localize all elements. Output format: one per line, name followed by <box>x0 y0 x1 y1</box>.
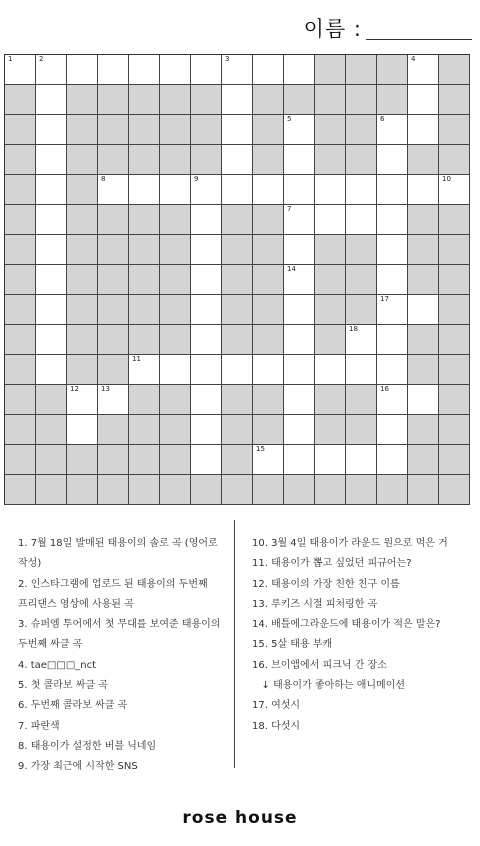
clue-line: 18. 다섯시 <box>252 720 301 732</box>
blocked-cell <box>253 295 284 325</box>
clue-line: 17. 여섯시 <box>252 700 301 712</box>
blocked-cell <box>160 205 191 235</box>
brand-logo: rose house <box>182 808 298 828</box>
crossword-cell[interactable] <box>284 235 315 265</box>
blocked-cell <box>439 55 470 85</box>
crossword-cell[interactable] <box>284 205 315 235</box>
blocked-cell <box>5 235 36 265</box>
crossword-cell[interactable] <box>284 445 315 475</box>
crossword-cell[interactable] <box>284 265 315 295</box>
blocked-cell <box>439 145 470 175</box>
blocked-cell <box>439 445 470 475</box>
blocked-cell <box>377 55 408 85</box>
clue-line: 5. 첫 콜라보 싸클 곡 <box>18 680 108 692</box>
blocked-cell <box>315 145 346 175</box>
crossword-cell[interactable] <box>191 265 222 295</box>
blocked-cell <box>5 115 36 145</box>
clues-left-column <box>18 534 230 778</box>
blocked-cell <box>5 175 36 205</box>
crossword-cell[interactable] <box>67 385 98 415</box>
blocked-cell <box>191 145 222 175</box>
blocked-cell <box>222 385 253 415</box>
blocked-cell <box>439 85 470 115</box>
crossword-cell[interactable] <box>253 445 284 475</box>
crossword-cell[interactable] <box>377 115 408 145</box>
crossword-grid <box>4 54 470 505</box>
clue-number: 13 <box>101 385 110 393</box>
blocked-cell <box>439 355 470 385</box>
blocked-cell <box>98 415 129 445</box>
crossword-cell[interactable] <box>160 55 191 85</box>
blocked-cell <box>5 325 36 355</box>
blocked-cell <box>5 145 36 175</box>
blocked-cell <box>439 265 470 295</box>
clue-line: 8. 태용이가 설정한 버블 닉네임 <box>18 740 157 752</box>
crossword-cell[interactable] <box>191 385 222 415</box>
crossword-cell[interactable] <box>377 175 408 205</box>
crossword-cell[interactable] <box>284 415 315 445</box>
blocked-cell <box>253 415 284 445</box>
blocked-cell <box>253 115 284 145</box>
blocked-cell <box>408 205 439 235</box>
blocked-cell <box>5 265 36 295</box>
blocked-cell <box>253 325 284 355</box>
crossword-cell[interactable] <box>191 355 222 385</box>
crossword-cell[interactable] <box>222 115 253 145</box>
blocked-cell <box>129 325 160 355</box>
crossword-cell[interactable] <box>377 235 408 265</box>
blocked-cell <box>160 85 191 115</box>
crossword-cell[interactable] <box>284 385 315 415</box>
crossword-cell[interactable] <box>346 325 377 355</box>
blocked-cell <box>36 385 67 415</box>
clue-line: 작성) <box>18 558 42 570</box>
blocked-cell <box>439 415 470 445</box>
clue-line: 15. 5살 태용 부캐 <box>252 639 333 651</box>
blocked-cell <box>160 415 191 445</box>
clue-number: 9 <box>194 175 199 183</box>
blocked-cell <box>315 115 346 145</box>
crossword-cell[interactable] <box>129 175 160 205</box>
clue-number: 6 <box>380 115 385 123</box>
blocked-cell <box>98 325 129 355</box>
clue-line: 6. 두번째 콜라보 싸클 곡 <box>18 700 128 712</box>
crossword-cell[interactable] <box>408 295 439 325</box>
blocked-cell <box>67 145 98 175</box>
blocked-cell <box>253 235 284 265</box>
clue-line: 12. 태용이의 가장 친한 친구 이름 <box>252 578 400 590</box>
clue-line: 1. 7월 18일 발매된 태용이의 솔로 곡 (영어로 <box>18 538 218 549</box>
crossword-cell[interactable] <box>408 55 439 85</box>
crossword-cell[interactable] <box>191 445 222 475</box>
crossword-cell[interactable] <box>253 355 284 385</box>
blocked-cell <box>67 295 98 325</box>
blocked-cell <box>5 475 36 505</box>
blocked-cell <box>253 475 284 505</box>
blocked-cell <box>129 265 160 295</box>
blocked-cell <box>129 235 160 265</box>
crossword-cell[interactable] <box>346 445 377 475</box>
blocked-cell <box>439 385 470 415</box>
blocked-cell <box>315 385 346 415</box>
crossword-cell[interactable] <box>284 55 315 85</box>
clue-line: ↓ 태용이가 좋아하는 애니메이션 <box>252 680 406 692</box>
blocked-cell <box>346 415 377 445</box>
crossword-cell[interactable] <box>36 235 67 265</box>
blocked-cell <box>346 235 377 265</box>
blocked-cell <box>439 205 470 235</box>
blocked-cell <box>191 115 222 145</box>
blocked-cell <box>129 145 160 175</box>
clue-line: 13. 루키즈 시절 피처링한 곡 <box>252 598 378 610</box>
blocked-cell <box>284 85 315 115</box>
crossword-cell[interactable] <box>222 145 253 175</box>
clues-right-column <box>252 534 474 737</box>
crossword-cell[interactable] <box>284 145 315 175</box>
blocked-cell <box>222 265 253 295</box>
crossword-cell[interactable] <box>408 115 439 145</box>
blocked-cell <box>98 265 129 295</box>
blocked-cell <box>67 85 98 115</box>
blocked-cell <box>315 235 346 265</box>
blocked-cell <box>439 475 470 505</box>
crossword-cell[interactable] <box>222 55 253 85</box>
blocked-cell <box>408 475 439 505</box>
name-field <box>304 14 472 40</box>
clue-number: 4 <box>411 55 416 63</box>
crossword-cell[interactable] <box>315 175 346 205</box>
blocked-cell <box>98 475 129 505</box>
name-label: 이름 : <box>303 17 362 41</box>
blocked-cell <box>160 475 191 505</box>
crossword-cell[interactable] <box>191 235 222 265</box>
crossword-cell[interactable] <box>98 175 129 205</box>
blocked-cell <box>222 445 253 475</box>
clue-number: 14 <box>287 265 296 273</box>
blocked-cell <box>315 475 346 505</box>
blocked-cell <box>408 325 439 355</box>
crossword-cell[interactable] <box>160 355 191 385</box>
clue-number: 12 <box>70 385 79 393</box>
blocked-cell <box>36 415 67 445</box>
blocked-cell <box>129 205 160 235</box>
crossword-cell[interactable] <box>315 445 346 475</box>
blocked-cell <box>160 115 191 145</box>
name-write-line[interactable] <box>366 19 472 40</box>
crossword-cell[interactable] <box>36 325 67 355</box>
clue-number: 18 <box>349 325 358 333</box>
blocked-cell <box>346 475 377 505</box>
blocked-cell <box>67 265 98 295</box>
blocked-cell <box>67 445 98 475</box>
crossword-cell[interactable] <box>377 265 408 295</box>
crossword-cell[interactable] <box>191 175 222 205</box>
clue-line: 프리댄스 영상에 사용된 곡 <box>18 598 134 610</box>
blocked-cell <box>346 115 377 145</box>
blocked-cell <box>408 415 439 445</box>
blocked-cell <box>191 475 222 505</box>
blocked-cell <box>377 85 408 115</box>
crossword-cell[interactable] <box>377 415 408 445</box>
blocked-cell <box>377 475 408 505</box>
clue-number: 16 <box>380 385 389 393</box>
blocked-cell <box>315 415 346 445</box>
clue-line: 14. 배틀에그라운드에 태용이가 적은 말은? <box>252 619 441 631</box>
blocked-cell <box>222 205 253 235</box>
blocked-cell <box>253 145 284 175</box>
clue-number: 10 <box>442 175 451 183</box>
crossword-cell[interactable] <box>129 55 160 85</box>
blocked-cell <box>191 85 222 115</box>
blocked-cell <box>284 475 315 505</box>
clue-line: 16. 브이앱에서 피크닉 간 장소 <box>252 659 387 671</box>
blocked-cell <box>36 445 67 475</box>
blocked-cell <box>222 415 253 445</box>
blocked-cell <box>253 85 284 115</box>
blocked-cell <box>253 265 284 295</box>
clue-line: 3. 슈퍼엠 투어에서 첫 무대를 보여준 태용이의 <box>18 619 221 631</box>
blocked-cell <box>36 475 67 505</box>
crossword-cell[interactable] <box>377 325 408 355</box>
crossword-cell[interactable] <box>253 55 284 85</box>
clue-line: 10. 3월 4일 태용이가 라운드 원으로 먹은 거 <box>252 538 448 549</box>
crossword-cell[interactable] <box>253 175 284 205</box>
blocked-cell <box>315 55 346 85</box>
blocked-cell <box>160 145 191 175</box>
blocked-cell <box>346 85 377 115</box>
crossword-cell[interactable] <box>191 205 222 235</box>
blocked-cell <box>5 295 36 325</box>
crossword-cell[interactable] <box>36 55 67 85</box>
clue-number: 3 <box>225 55 230 63</box>
blocked-cell <box>98 85 129 115</box>
blocked-cell <box>67 325 98 355</box>
crossword-cell[interactable] <box>284 325 315 355</box>
blocked-cell <box>98 205 129 235</box>
crossword-cell[interactable] <box>284 175 315 205</box>
blocked-cell <box>98 145 129 175</box>
crossword-cell[interactable] <box>67 415 98 445</box>
crossword-cell[interactable] <box>284 115 315 145</box>
blocked-cell <box>346 55 377 85</box>
clue-line: 7. 파란색 <box>18 720 60 732</box>
blocked-cell <box>129 85 160 115</box>
blocked-cell <box>160 235 191 265</box>
crossword-cell[interactable] <box>222 355 253 385</box>
blocked-cell <box>222 235 253 265</box>
crossword-cell[interactable] <box>98 55 129 85</box>
crossword-cell[interactable] <box>439 175 470 205</box>
blocked-cell <box>346 385 377 415</box>
blocked-cell <box>222 475 253 505</box>
clue-number: 8 <box>101 175 106 183</box>
blocked-cell <box>346 145 377 175</box>
blocked-cell <box>439 295 470 325</box>
crossword-cell[interactable] <box>67 55 98 85</box>
blocked-cell <box>253 385 284 415</box>
blocked-cell <box>408 445 439 475</box>
blocked-cell <box>315 325 346 355</box>
blocked-cell <box>315 85 346 115</box>
crossword-cell[interactable] <box>377 445 408 475</box>
crossword-cell[interactable] <box>98 385 129 415</box>
crossword-cell[interactable] <box>36 115 67 145</box>
blocked-cell <box>129 475 160 505</box>
crossword-cell[interactable] <box>36 205 67 235</box>
blocked-cell <box>98 115 129 145</box>
crossword-cell[interactable] <box>191 325 222 355</box>
crossword-cell[interactable] <box>408 175 439 205</box>
crossword-cell[interactable] <box>408 385 439 415</box>
clue-number: 5 <box>287 115 292 123</box>
blocked-cell <box>160 385 191 415</box>
crossword-cell[interactable] <box>315 205 346 235</box>
blocked-cell <box>67 355 98 385</box>
blocked-cell <box>5 415 36 445</box>
blocked-cell <box>346 295 377 325</box>
crossword-cell[interactable] <box>36 85 67 115</box>
blocked-cell <box>408 265 439 295</box>
blocked-cell <box>67 475 98 505</box>
blocked-cell <box>408 355 439 385</box>
blocked-cell <box>315 265 346 295</box>
crossword-cell[interactable] <box>191 415 222 445</box>
crossword-cell[interactable] <box>222 85 253 115</box>
crossword-cell[interactable] <box>36 295 67 325</box>
clue-number: 1 <box>8 55 13 63</box>
blocked-cell <box>67 235 98 265</box>
crossword-cell[interactable] <box>377 355 408 385</box>
blocked-cell <box>160 445 191 475</box>
blocked-cell <box>98 295 129 325</box>
crossword-cell[interactable] <box>36 265 67 295</box>
blocked-cell <box>439 115 470 145</box>
crossword-cell[interactable] <box>377 385 408 415</box>
blocked-cell <box>5 385 36 415</box>
crossword-cell[interactable] <box>36 355 67 385</box>
blocked-cell <box>160 325 191 355</box>
blocked-cell <box>98 355 129 385</box>
blocked-cell <box>129 115 160 145</box>
blocked-cell <box>5 205 36 235</box>
crossword-cell[interactable] <box>377 145 408 175</box>
crossword-cell[interactable] <box>160 175 191 205</box>
clue-number: 7 <box>287 205 292 213</box>
clue-line: 4. tae□□□_nct <box>18 659 97 671</box>
blocked-cell <box>5 85 36 115</box>
crossword-cell[interactable] <box>377 205 408 235</box>
blocked-cell <box>253 205 284 235</box>
blocked-cell <box>67 175 98 205</box>
blocked-cell <box>67 115 98 145</box>
blocked-cell <box>439 325 470 355</box>
crossword-cell[interactable] <box>191 295 222 325</box>
blocked-cell <box>129 295 160 325</box>
clue-line: 11. 태용이가 뽑고 싶었던 피규어는? <box>252 558 412 570</box>
blocked-cell <box>129 415 160 445</box>
clue-number: 11 <box>132 355 141 363</box>
blocked-cell <box>98 235 129 265</box>
crossword-cell[interactable] <box>222 175 253 205</box>
blocked-cell <box>129 445 160 475</box>
blocked-cell <box>5 445 36 475</box>
crossword-cell[interactable] <box>284 355 315 385</box>
clue-line: 9. 가장 최근에 시작한 SNS <box>18 761 138 773</box>
blocked-cell <box>98 445 129 475</box>
clue-line: 두번째 싸클 곡 <box>18 639 83 651</box>
crossword-cell[interactable] <box>5 55 36 85</box>
blocked-cell <box>222 295 253 325</box>
blocked-cell <box>439 235 470 265</box>
blocked-cell <box>408 235 439 265</box>
blocked-cell <box>67 205 98 235</box>
crossword-cell[interactable] <box>284 295 315 325</box>
blocked-cell <box>315 295 346 325</box>
blocked-cell <box>160 265 191 295</box>
crossword-cell[interactable] <box>377 295 408 325</box>
blocked-cell <box>222 325 253 355</box>
crossword-cell[interactable] <box>408 85 439 115</box>
crossword-cell[interactable] <box>36 145 67 175</box>
clue-number: 15 <box>256 445 265 453</box>
crossword-cell[interactable] <box>315 355 346 385</box>
crossword-cell[interactable] <box>191 55 222 85</box>
crossword-cell[interactable] <box>129 355 160 385</box>
crossword-cell[interactable] <box>346 205 377 235</box>
column-divider <box>234 520 235 768</box>
blocked-cell <box>5 355 36 385</box>
blocked-cell <box>408 145 439 175</box>
blocked-cell <box>346 265 377 295</box>
blocked-cell <box>129 385 160 415</box>
blocked-cell <box>160 295 191 325</box>
clue-line: 2. 인스타그램에 업로드 된 태용이의 두번째 <box>18 578 208 590</box>
crossword-cell[interactable] <box>346 175 377 205</box>
clue-number: 17 <box>380 295 389 303</box>
crossword-cell[interactable] <box>36 175 67 205</box>
clue-number: 2 <box>39 55 44 63</box>
crossword-cell[interactable] <box>346 355 377 385</box>
